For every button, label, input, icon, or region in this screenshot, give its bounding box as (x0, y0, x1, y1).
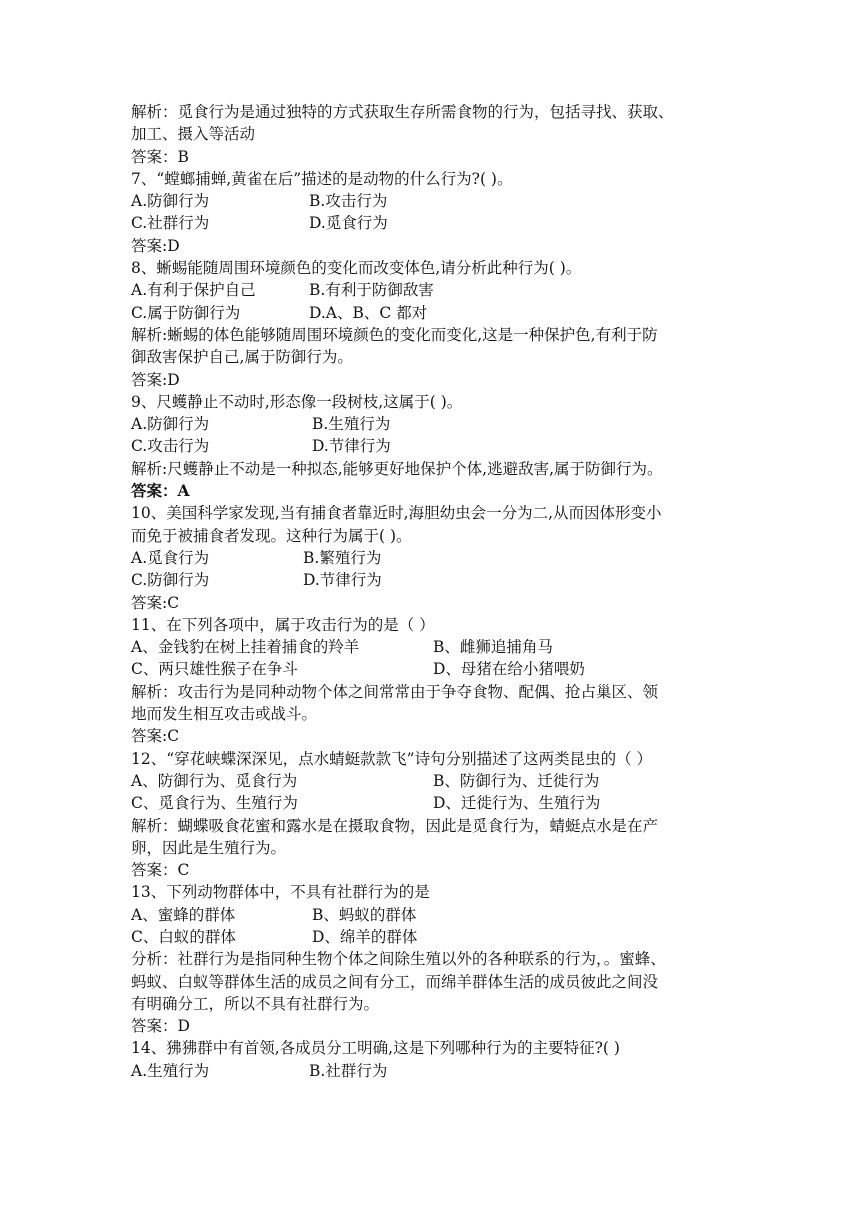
option-row (131, 302, 741, 324)
option-d: D.A、B、C 都对 (309, 303, 428, 322)
option-d: D、绵羊的群体 (312, 927, 418, 946)
option-c: C、两只雄性猴子在争斗 (131, 660, 298, 679)
option-d: D.节律行为 (303, 571, 382, 590)
question-text-block (131, 101, 741, 1082)
analysis-line: 蚂蚁、白蚁等群体生活的成员之间有分工，而绵羊群体生活的成员彼此之间没 (131, 972, 659, 991)
analysis-line: 解析：攻击行为是同种动物个体之间常常由于争夺食物、配偶、抢占巢区、领 (131, 682, 659, 701)
option-c: C、觅食行为、生殖行为 (131, 794, 298, 813)
option-a: A.防御行为 (131, 192, 210, 211)
option-b: B.攻击行为 (309, 192, 388, 211)
question-11: 11、在下列各项中，属于攻击行为的是（ ） (131, 615, 435, 634)
option-b: B、蚂蚁的群体 (312, 905, 417, 924)
option-d: D.觅食行为 (309, 214, 388, 233)
answer-line: 答案:C (131, 593, 180, 612)
option-row (131, 770, 741, 792)
option-b: B.有利于防御敌害 (309, 281, 434, 300)
option-b: B、雌狮追捕角马 (433, 638, 553, 657)
analysis-line: 解析:蜥蜴的体色能够随周围环境颜色的变化而变化,这是一种保护色,有利于防 (131, 325, 658, 344)
question-14: 14、狒狒群中有首领,各成员分工明确,这是下列哪种行为的主要特征?( ) (131, 1039, 620, 1058)
option-row (131, 926, 741, 948)
option-a: A.觅食行为 (131, 548, 210, 567)
option-a: A、金钱豹在树上挂着捕食的羚羊 (131, 638, 360, 657)
question-10: 10、美国科学家发现,当有捕食者靠近时,海胆幼虫会一分为二,从而因体形变小 (131, 504, 662, 523)
answer-line: 答案：B (131, 147, 189, 166)
option-a: A.生殖行为 (131, 1061, 210, 1080)
option-d: D、迁徙行为、生殖行为 (433, 794, 601, 813)
answer-line: 答案：C (131, 861, 190, 880)
option-b: B.生殖行为 (312, 415, 391, 434)
option-b: B、防御行为、迁徙行为 (433, 771, 600, 790)
option-b: B.繁殖行为 (303, 548, 382, 567)
answer-line: 答案：A (131, 481, 190, 501)
option-row (131, 904, 741, 926)
option-d: D、母猪在给小猪喂奶 (433, 660, 585, 679)
option-row (131, 792, 741, 814)
analysis-line: 有明确分工，所以不具有社群行为。 (131, 994, 380, 1013)
analysis-line: 解析：觅食行为是通过独特的方式获取生存所需食物的行为，包括寻找、获取、 (131, 103, 674, 121)
option-row (131, 547, 741, 569)
option-a: A、蜜蜂的群体 (131, 905, 236, 924)
analysis-line: 解析:尺蠖静止不动是一种拟态,能够更好地保护个体,逃避敌害,属于防御行为。 (131, 459, 663, 478)
option-row (131, 1060, 741, 1082)
analysis-line: 解析：蝴蝶吸食花蜜和露水是在摄取食物，因此是觅食行为，蜻蜓点水是在产 (131, 816, 659, 835)
question-12: 12、“穿花峡蝶深深见，点水蜻蜓款款飞”诗句分别描述了这两类昆虫的（ ） (131, 749, 653, 768)
option-c: C.防御行为 (131, 571, 210, 590)
option-row (131, 413, 741, 435)
question-10-cont: 而免于被捕食者发现。这种行为属于( )。 (131, 526, 412, 545)
question-13: 13、下列动物群体中，不具有社群行为的是 (131, 883, 430, 902)
option-c: C.攻击行为 (131, 437, 210, 456)
option-c: C.属于防御行为 (131, 303, 241, 322)
option-row (131, 658, 741, 680)
option-c: C.社群行为 (131, 214, 210, 233)
question-8: 8、蜥蜴能随周围环境颜色的变化而改变体色,请分析此种行为( )。 (131, 259, 582, 278)
option-a: A.防御行为 (131, 415, 210, 434)
option-a: A、防御行为、觅食行为 (131, 771, 298, 790)
option-row (131, 212, 741, 234)
option-row (131, 279, 741, 301)
answer-line: 答案:C (131, 727, 180, 746)
analysis-line: 分析：社群行为是指同种生物个体之间除生殖以外的各种联系的行为，。蜜蜂、 (131, 950, 666, 969)
analysis-line: 御敌害保护自己,属于防御行为。 (131, 348, 353, 367)
option-b: B.社群行为 (309, 1061, 388, 1080)
question-9: 9、尺蠖静止不动时,形态像一段树枝,这属于( )。 (131, 392, 463, 411)
answer-line: 答案:D (131, 236, 180, 255)
option-d: D.节律行为 (312, 437, 391, 456)
analysis-line: 加工、摄入等活动 (131, 125, 256, 144)
question-7: 7、“螳螂捕蝉,黄雀在后”描述的是动物的什么行为?( )。 (131, 169, 513, 188)
analysis-line: 地而发生相互攻击或战斗。 (131, 705, 318, 724)
option-row (131, 569, 741, 591)
option-a: A.有利于保护自己 (131, 281, 256, 300)
analysis-line: 卵，因此是生殖行为。 (131, 838, 287, 857)
option-row (131, 636, 741, 658)
option-row (131, 435, 741, 457)
option-c: C、白蚁的群体 (131, 927, 236, 946)
option-row (131, 190, 741, 212)
answer-line: 答案:D (131, 370, 180, 389)
answer-line: 答案：D (131, 1017, 190, 1036)
